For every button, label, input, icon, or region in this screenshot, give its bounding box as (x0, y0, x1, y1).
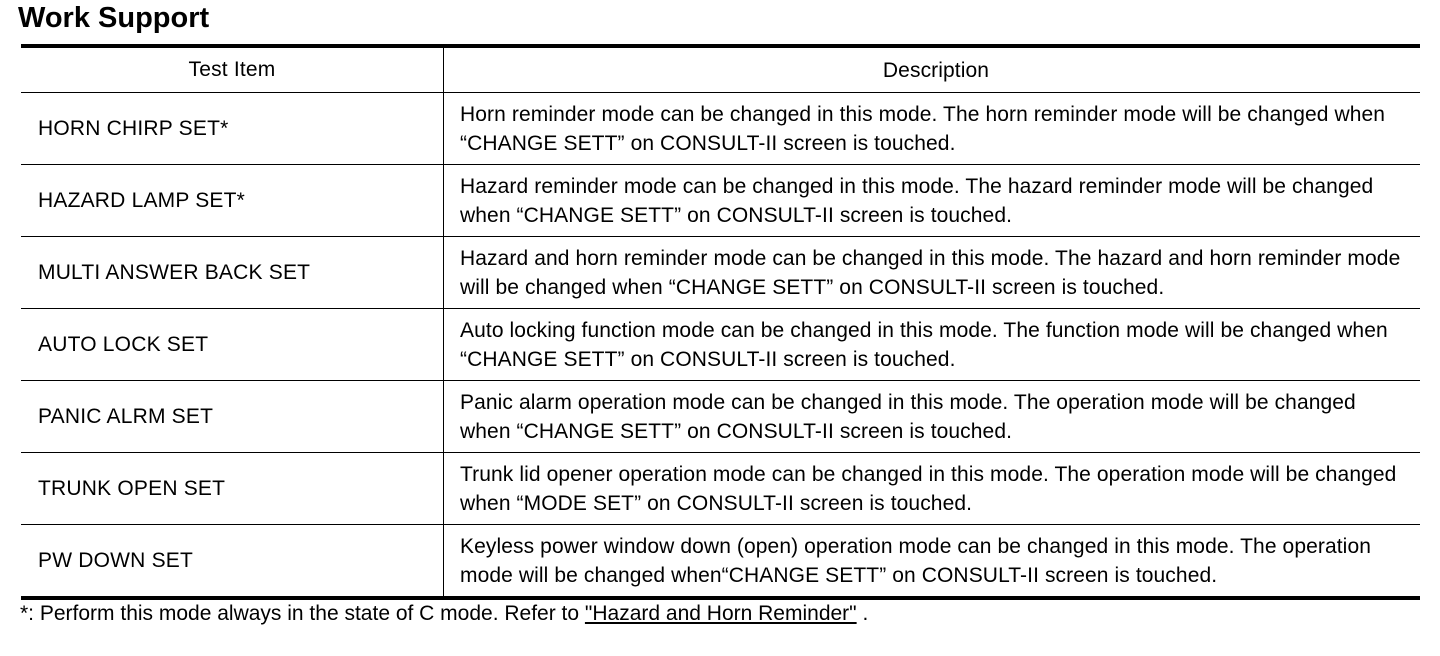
test-item-cell: PW DOWN SET (21, 525, 444, 596)
description-cell: Keyless power window down (open) operation mode can be changed in this mode. The operation mode will be changed when“CHANGE SETT” on CONSULT-II screen is touched. (460, 534, 1372, 587)
table-row (21, 452, 1420, 524)
header-description: Description (882, 58, 990, 82)
hazard-horn-reminder-link[interactable]: "Hazard and Horn Reminder" (584, 602, 857, 625)
footnote (20, 600, 868, 628)
description-cell: Horn reminder mode can be changed in this mode. The horn reminder mode will be changed when “CHANGE SETT” on CONSULT-II screen is touched. (460, 102, 1386, 155)
description-cell: Panic alarm operation mode can be changed in this mode. The operation mode will be changed when “CHANGE SETT” on CONSULT-II screen is touched. (460, 390, 1356, 443)
table-row (21, 380, 1420, 452)
table-row (21, 524, 1420, 596)
table-row (21, 164, 1420, 236)
work-support-table (21, 44, 1420, 600)
description-cell: Hazard and horn reminder mode can be changed in this mode. The hazard and horn reminder mode will be changed when “CHANGE SETT” on CONSULT-II screen is touched. (460, 246, 1401, 299)
test-item-cell: PANIC ALRM SET (21, 381, 444, 452)
table-row (21, 92, 1420, 164)
table-header-row (21, 48, 1420, 92)
description-cell: Auto locking function mode can be changed in this mode. The function mode will be changed when “CHANGE SETT” on CONSULT-II screen is touched. (460, 318, 1388, 371)
header-test-item: Test Item (21, 48, 444, 92)
footnote-text: *: Perform this mode always in the state of C mode. Refer to (20, 602, 585, 625)
description-cell: Hazard reminder mode can be changed in this mode. The hazard reminder mode will be changed when “CHANGE SETT” on CONSULT-II screen is touched. (460, 174, 1374, 227)
test-item-cell: MULTI ANSWER BACK SET (21, 237, 444, 308)
description-cell: Trunk lid opener operation mode can be changed in this mode. The operation mode will be changed when “MODE SET” on CONSULT-II screen is touched. (460, 462, 1397, 515)
page-title: Work Support (18, 2, 210, 34)
test-item-cell: HAZARD LAMP SET* (21, 165, 444, 236)
footnote-suffix: . (856, 602, 869, 625)
test-item-cell: TRUNK OPEN SET (21, 453, 444, 524)
test-item-cell: AUTO LOCK SET (21, 309, 444, 380)
table-row (21, 236, 1420, 308)
test-item-cell: HORN CHIRP SET* (21, 93, 444, 164)
table-row (21, 308, 1420, 380)
